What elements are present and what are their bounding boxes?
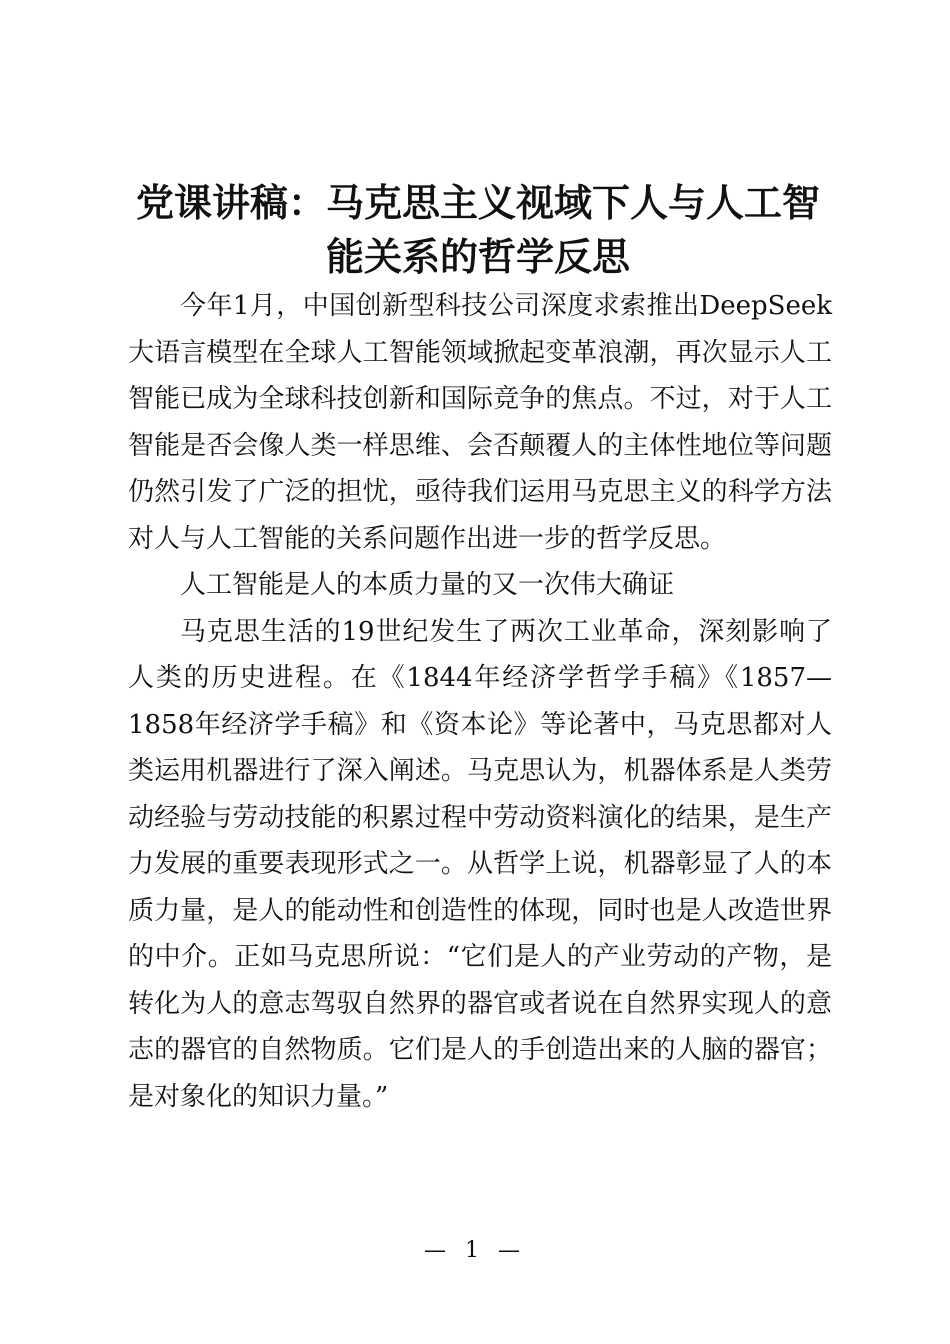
- document-body: [128, 283, 832, 1120]
- page-number: — 1 —: [424, 1238, 526, 1263]
- document-title: 党课讲稿：马克思主义视域下人与人工智能关系的哲学反思: [135, 180, 820, 279]
- paragraph-marx-machines: 马克思生活的19世纪发生了两次工业革命，深刻影响了人类的历史进程。在《1844年经济学哲学手稿》《1857—1858年经济学手稿》和《资本论》等论著中，马克思都对人类运用机器进行了深入阐述。马克思认为，机器体系是人类劳动经验与劳动技能的积累过程中劳动资料演化的结果，是生产力发展的重要表现形式之一。从哲学上说，机器彰显了人的本质力量，是人的能动性和创造性的体现，同时也是人改造世界的中介。正如马克思所说：“它们是人的产业劳动的产物，是转化为人的意志驾驭自然界的器官或者说在自然界实现人的意志的器官的自然物质。它们是人的手创造出来的人脑的器官；是对象化的知识力量。”: [128, 616, 832, 1112]
- section-heading: 人工智能是人的本质力量的又一次伟大确证: [180, 570, 675, 600]
- paragraph-intro: 今年1月，中国创新型科技公司深度求索推出DeepSeek大语言模型在全球人工智能领域掀起变革浪潮，再次显示人工智能已成为全球科技创新和国际竞争的焦点。不过，对于人工智能是否会像人类一样思维、会否颠覆人的主体性地位等问题仍然引发了广泛的担忧，亟待我们运用马克思主义的科学方法对人与人工智能的关系问题作出进一步的哲学反思。: [128, 291, 832, 554]
